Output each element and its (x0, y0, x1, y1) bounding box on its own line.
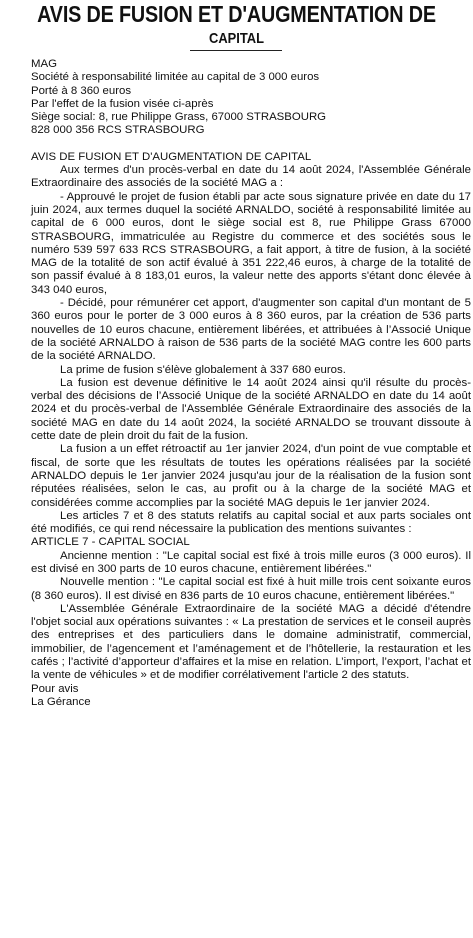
paragraph-object-extension: L'Assemblée Générale Extraordinaire de la société MAG a décidé d'étendre l'objet social aux opérations suivantes : « La prestation de services et le conseil auprès des entreprises et des particuliers dans le domaine administratif, commercial, immobilier, de l’agencement et l’aménagement et de l’hôtellerie, la restauration et les cafés ; l’activité d’apporteur d’affaires et la mise en relation. L’import, l’export, l’achat et la vente de véhicules » et de modifier corrélativement l'article 2 des statuts. (31, 602, 471, 682)
notice-title: AVIS DE FUSION ET D'AUGMENTATION DE (37, 1, 436, 27)
paragraph-articles-modified: Les articles 7 et 8 des statuts relatifs au capital social et aux parts sociales ont été modifiés, ce qui rend nécessaire la publication des mentions suivantes : (31, 509, 471, 536)
company-capital-note: Par l'effet de la fusion visée ci-après (31, 97, 214, 110)
company-name: MAG (31, 58, 57, 70)
paragraph-retroactive-effect: La fusion a un effet rétroactif au 1er janvier 2024, d'un point de vue comptable et fiscal, de sorte que les résultats de toutes les opérations réalisées par la société ARNALDO depuis le 1er janvier 2024 jusqu'au jour de la réalisation de la fusion sont réputées réalisées, selon le cas, au profit ou à la charge de la société MAG et considérées comme accomplies par la société MAG depuis le 1er janvier 2024. (31, 443, 471, 509)
notice-title-continued: CAPITAL (209, 30, 264, 47)
title-underline (190, 50, 282, 51)
company-identity (31, 58, 471, 138)
paragraph-merger-premium: La prime de fusion s'élève globalement à 337 680 euros. (60, 363, 346, 376)
paragraph-merger-final: La fusion est devenue définitive le 14 août 2024 ainsi qu'il résulte du procès-verbal des décisions de l’Associé Unique de la société ARNALDO en date du 14 août 2024 et du procès-verbal de l'Assemblée Générale Extraordinaire des associés de la société MAG en date du 14 août 2024, la société ARNALDO se trouvant dissoute à cette date de plein droit du fait de la fusion. (31, 376, 471, 443)
paragraph-intro: Aux termes d'un procès-verbal en date du 14 août 2024, l'Assemblée Générale Extraordinaire des associés de la société MAG a : (31, 164, 471, 190)
paragraph-capital-increase: - Décidé, pour rémunérer cet apport, d'augmenter son capital d'un montant de 5 360 euros pour le porter de 3 000 euros à 8 360 euros, par la création de 536 parts nouvelles de 10 euros chacune, entièrement libérées, et attribuées à l’Associé Unique de la société ARNALDO à raison de 536 parts de la société MAG contre les 600 parts de la société ARNALDO. (31, 297, 471, 363)
company-capital-new: Porté à 8 360 euros (31, 84, 132, 97)
closing-pour-avis: Pour avis (31, 682, 79, 695)
paragraph-old-mention: Ancienne mention : "Le capital social est fixé à trois mille euros (3 000 euros). Il est divisé en 300 parts de 10 euros chacune, entièrement libérées." (31, 549, 471, 575)
company-address: Siège social: 8, rue Philippe Grass, 67000 STRASBOURG (31, 111, 327, 124)
closing-signatory: La Gérance (31, 695, 91, 708)
article-7-heading: ARTICLE 7 - CAPITAL SOCIAL (31, 536, 190, 549)
paragraph-new-mention: Nouvelle mention : "Le capital social est fixé à huit mille trois cent soixante euros (8 360 euros). Il est divisé en 836 parts de 10 euros chacune, entièrement libérées." (31, 576, 471, 602)
company-legal-form: Société à responsabilité limitée au capital de 3 000 euros (31, 71, 320, 84)
company-rcs: 828 000 356 RCS STRASBOURG (31, 124, 205, 137)
paragraph-approval: - Approuvé le projet de fusion établi par acte sous signature privée en date du 17 juin 2024, aux termes duquel la société ARNALDO, société à responsabilité limitée au capital de 6 000 euros, dont le siège social est 8, rue Philippe Grass 67000 STRASBOURG, immatriculée au Registre du commerce et des sociétés sous le numéro 539 597 633 RCS STRASBOURG, a fait apport, à titre de fusion, à la société MAG de la totalité de son actif évalué à 351 222,46 euros, à charge de la totalité de son passif évalué à 8 183,01 euros, la valeur nette des apports s'étant donc élevée à 343 040 euros, (31, 190, 471, 296)
notice-body (31, 58, 471, 709)
notice-subtitle: AVIS DE FUSION ET D'AUGMENTATION DE CAPITAL (31, 150, 312, 163)
